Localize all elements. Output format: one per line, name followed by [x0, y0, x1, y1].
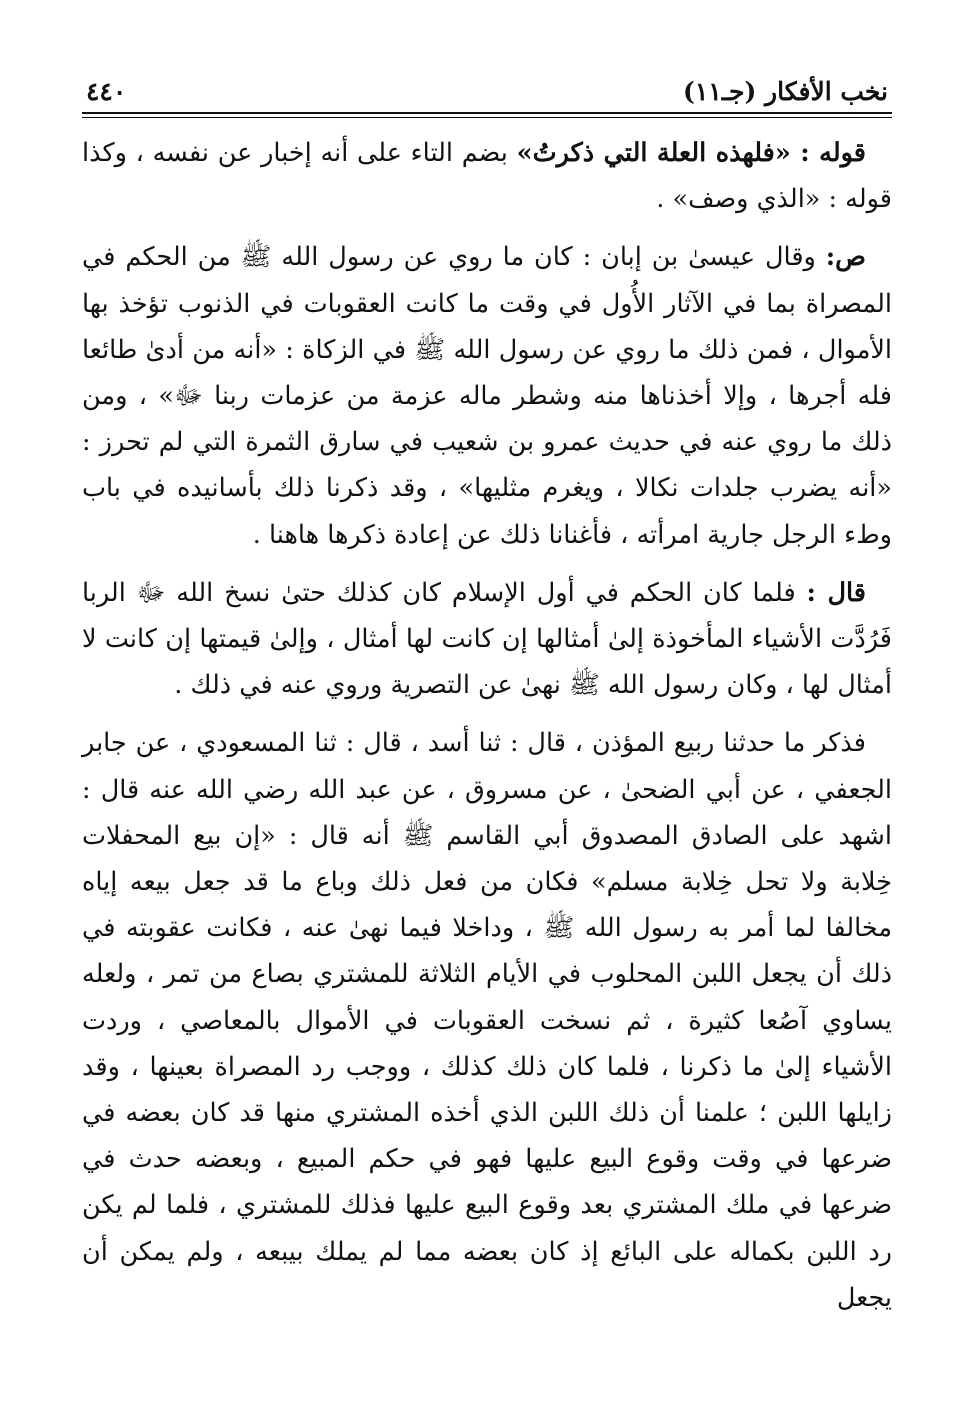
- paragraph-lead: فذكر: [814, 728, 866, 759]
- header-rule: [82, 112, 892, 118]
- paragraph-lead: ص:: [825, 242, 867, 273]
- page-number: ٤٤٠: [86, 77, 127, 106]
- paragraph: [82, 130, 892, 222]
- paragraph: [82, 234, 892, 557]
- paragraph-lead: قوله : «فلهذه العلة التي ذكرتُ»: [516, 138, 866, 168]
- paragraph-text: ما حدثنا ربيع المؤذن ، قال : ثنا أسد ، قال : ثنا المسعودي ، عن جابر الجعفي ، عن أبي الضحىٰ ، عن مسروق ، عن عبد الله رضي الله عنه قال : اشهد على الصادق المصدوق أبي القاسم ﷺ أنه قال : «إن بيع المحفلات خِلابة ولا تحل خِلابة مسلم» فكان من فعل ذلك وباع ما قد جعل بيعه إياه مخالفا لما أمر به رسول الله ﷺ ، وداخلا فيما نهىٰ عنه ، فكانت عقوبته في ذلك أن يجعل اللبن المحلوب في الأيام الثلاثة للمشتري بصاع من تمر ، ولعله يساوي آصُعا كثيرة ، ثم نسخت العقوبات في الأموال بالمعاصي ، وردت الأشياء إلىٰ ما ذكرنا ، فلما كان ذلك كذلك ، ووجب رد المصراة بعينها ، وقد زايلها اللبن ؛ علمنا أن ذلك اللبن الذي أخذه المشتري منها قد كان بعضه في ضرعها في وقت وقوع البيع عليها فهو في حكم المبيع ، وبعضه حدث في ضرعها في ملك المشتري بعد وقوع البيع عليها فذلك للمشتري ، فلما لم يكن رد اللبن بكماله على البائع إذ كان بعضه مما لم يملك بيبعه ، ولم يمكن أن يجعل: [82, 728, 892, 1313]
- paragraph-text: بضم التاء على أنه إخبار عن نفسه ، وكذا قوله : «الذي وصف» .: [82, 138, 892, 215]
- paragraph-text: وقال عيسىٰ بن إبان : كان ما روي عن رسول الله ﷺ من الحكم في المصراة بما في الآثار الأُول في وقت ما كانت العقوبات في الذنوب تؤخذ بها الأموال ، فمن ذلك ما روي عن رسول الله ﷺ في الزكاة : «أنه من أدىٰ طائعا فله أجرها ، وإلا أخذناها منه وشطر ماله عزمة من عزمات ربنا ﷻ» ، ومن ذلك ما روي عنه في حديث عمرو بن شعيب في سارق الثمرة التي لم تحرز : «أنه يضرب جلدات نكالا ، ويغرم مثليها» ، وقد ذكرنا ذلك بأسانيده في باب وطء الرجل جارية امرأته ، فأغنانا ذلك عن إعادة ذكرها هاهنا .: [82, 242, 892, 550]
- running-head: [82, 60, 892, 106]
- paragraph-lead: قال :: [806, 577, 867, 608]
- book-page: [82, 60, 892, 1333]
- book-title: نخب الأفكار (جـ١١): [682, 77, 888, 106]
- paragraph: [82, 570, 892, 709]
- body-text: [82, 130, 892, 1321]
- paragraph-text: فلما كان الحكم في أول الإسلام كان كذلك حتىٰ نسخ الله ﷻ الربا فَرُدَّت الأشياء المأخوذة إلىٰ أمثالها إن كانت لها أمثال ، وإلىٰ قيمتها إن كانت لا أمثال لها ، وكان رسول الله ﷺ نهىٰ عن التصرية وروي عنه في ذلك .: [82, 577, 892, 701]
- paragraph: [82, 720, 892, 1321]
